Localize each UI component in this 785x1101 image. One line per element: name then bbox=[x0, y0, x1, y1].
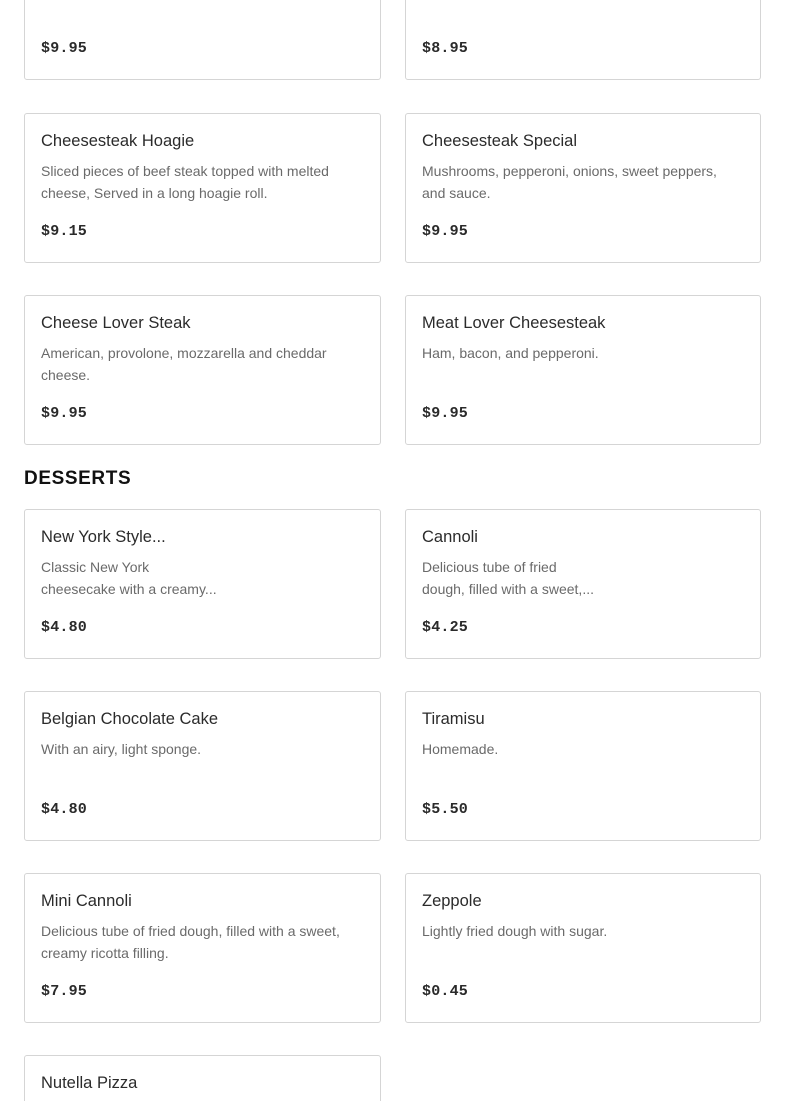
section-heading-desserts: DESSERTS bbox=[24, 468, 132, 489]
item-description: Delicious tube of fried dough, filled with a sweet, creamy ricotta filling. bbox=[41, 923, 340, 961]
item-description-line: Classic New York bbox=[41, 559, 150, 575]
item-name: Tiramisu bbox=[422, 710, 485, 728]
item-description: Homemade. bbox=[422, 741, 499, 757]
item-name: Cheesesteak Hoagie bbox=[41, 132, 195, 150]
item-name: Mini Cannoli bbox=[41, 892, 132, 910]
menu-item-card[interactable] bbox=[405, 0, 761, 80]
item-price: $9.95 bbox=[422, 405, 469, 422]
item-name: Belgian Chocolate Cake bbox=[41, 710, 219, 728]
item-description-line: cheesecake with a creamy... bbox=[41, 581, 217, 597]
item-description: Mushrooms, pepperoni, onions, sweet peppers, and sauce. bbox=[422, 163, 717, 201]
menu-item-card[interactable] bbox=[405, 691, 761, 841]
menu-item-card[interactable] bbox=[24, 0, 381, 80]
item-description bbox=[422, 556, 594, 600]
item-price: $9.15 bbox=[41, 223, 88, 240]
menu-item-card[interactable] bbox=[24, 873, 381, 1023]
menu-item-card[interactable] bbox=[24, 113, 381, 263]
item-description bbox=[41, 556, 217, 600]
item-description: American, provolone, mozzarella and cheddar cheese. bbox=[41, 345, 327, 383]
item-description: Sliced pieces of beef steak topped with melted cheese, Served in a long hoagie roll. bbox=[41, 163, 329, 201]
item-price: $7.95 bbox=[41, 983, 88, 1000]
item-description-line: dough, filled with a sweet,... bbox=[422, 581, 594, 597]
item-price: $9.95 bbox=[41, 40, 88, 57]
item-description-line: Delicious tube of fried bbox=[422, 559, 557, 575]
item-price: $0.45 bbox=[422, 983, 469, 1000]
item-description: With an airy, light sponge. bbox=[41, 741, 202, 757]
menu-item-card[interactable] bbox=[405, 113, 761, 263]
item-name: Cheese Lover Steak bbox=[41, 314, 191, 332]
menu-item-card[interactable] bbox=[24, 295, 381, 445]
item-name: New York Style... bbox=[41, 528, 166, 546]
item-description: Ham, bacon, and pepperoni. bbox=[422, 345, 599, 361]
menu-item-card[interactable] bbox=[405, 295, 761, 445]
item-name: Meat Lover Cheesesteak bbox=[422, 314, 606, 332]
item-name: Zeppole bbox=[422, 892, 482, 910]
item-price: $4.80 bbox=[41, 801, 88, 818]
item-price: $4.25 bbox=[422, 619, 469, 636]
item-price: $5.50 bbox=[422, 801, 469, 818]
menu-item-card[interactable] bbox=[405, 509, 761, 659]
item-name: Nutella Pizza bbox=[41, 1074, 138, 1092]
menu-item-card[interactable] bbox=[24, 1055, 381, 1101]
menu-item-card[interactable] bbox=[24, 509, 381, 659]
item-name: Cannoli bbox=[422, 528, 478, 546]
item-price: $8.95 bbox=[422, 40, 469, 57]
menu-item-card[interactable] bbox=[24, 691, 381, 841]
item-price: $9.95 bbox=[41, 405, 88, 422]
menu-item-card[interactable] bbox=[405, 873, 761, 1023]
item-name: Cheesesteak Special bbox=[422, 132, 578, 150]
item-price: $9.95 bbox=[422, 223, 469, 240]
item-description: Lightly fried dough with sugar. bbox=[422, 923, 608, 939]
item-price: $4.80 bbox=[41, 619, 88, 636]
